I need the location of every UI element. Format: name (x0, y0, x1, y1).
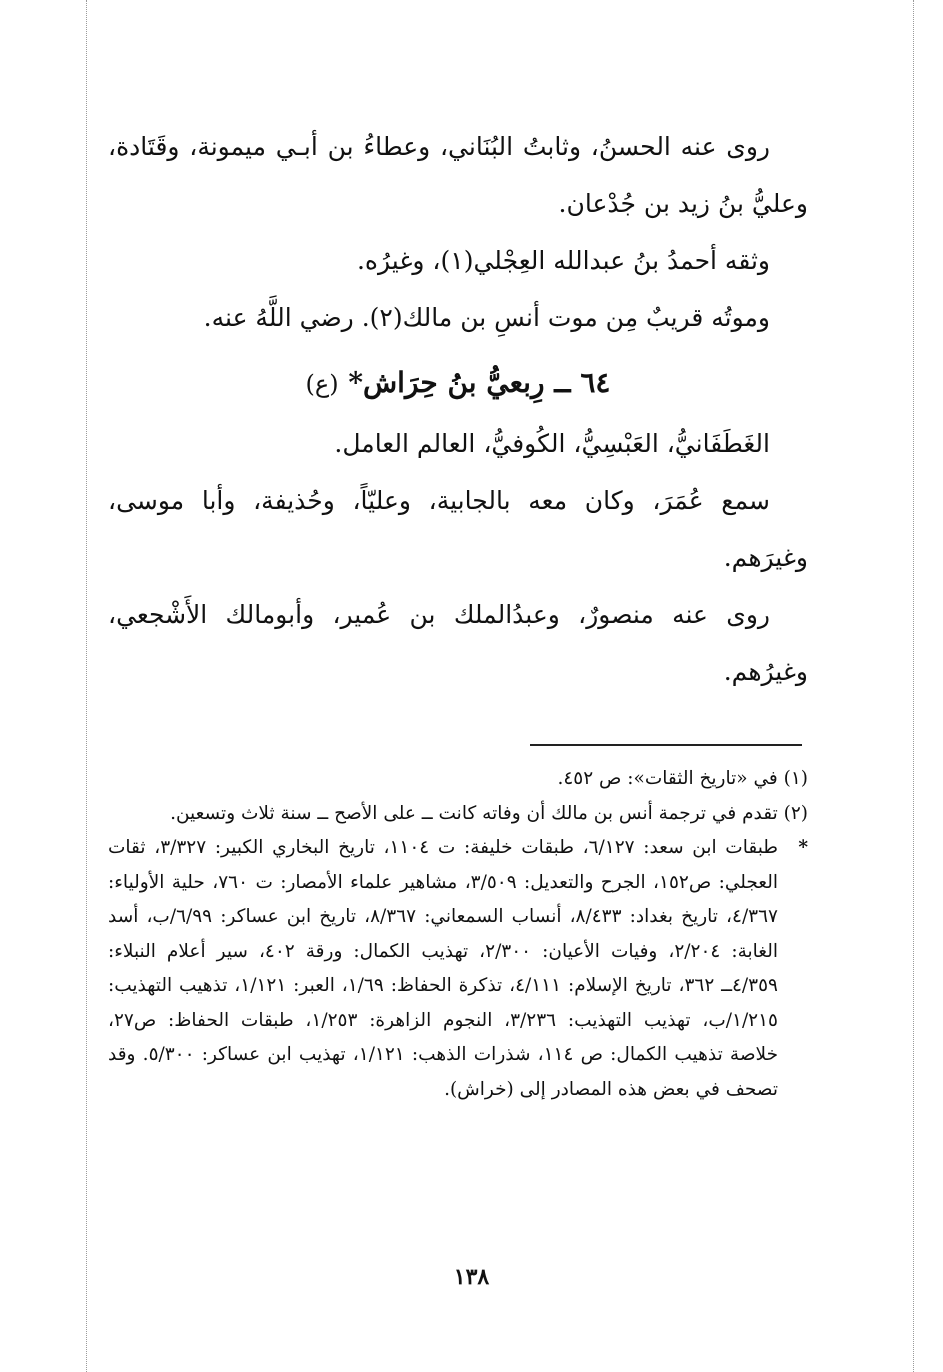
left-margin-dotted-line (86, 0, 87, 1372)
paragraph-heard-from: سمع عُمَرَ، وكان معه بالجابية، وعليّاً، وحُذيفة، وأبا موسى، وغيرَهم. (108, 486, 808, 572)
paragraph-lineage: الغَطَفَانيُّ، العَبْسِيُّ، الكُوفيُّ، العالم العامل. (334, 429, 770, 458)
footnotes (108, 762, 808, 1107)
entry-siglum: (ع) (305, 370, 339, 398)
footnote-sources-text: طبقات ابن سعد: ٦/١٢٧، طبقات خليفة: ت ١١٠٤، تاريخ البخاري الكبير: ٣/٣٢٧، ثقات العجلي: ص١٥٢، الجرح والتعديل: ٣/٥٠٩، مشاهير علماء الأمصار: ت ٧٦٠، حلية الأولياء: ٤/٣٦٧، تاريخ بغداد: ٨/٤٣٣، أنساب السمعاني: ٨/٣٦٧، تاريخ ابن عساكر: ٦/٩٩/ب، أسد الغابة: ٢/٢٠٤، وفيات الأعيان: ٢/٣٠٠، تهذيب الكمال: ورقة ٤٠٢، سير أعلام النبلاء: ٤/٣٥٩ــ ٣٦٢، تاريخ الإسلام: ٤/١١١، تذكرة الحفاظ: ١/٦٩، العبر: ١/١٢١، تذهيب التهذيب: ١/٢١٥/ب، تهذيب التهذيب: ٣/٢٣٦، النجوم الزاهرة: ١/٢٥٣، طبقات الحفاظ: ص٢٧، خلاصة تذهيب الكمال: ص ١١٤، شذرات الذهب: ١/١٢١، تهذيب ابن عساكر: ٥/٣٠٠. وقد تصحف في بعض هذه المصادر إلى (خراش). (108, 837, 779, 1100)
page-number: ١٣٨ (453, 1264, 490, 1290)
body-text (108, 118, 808, 700)
entry-heading (108, 352, 808, 415)
paragraph-trustworthiness: وثقه أحمدُ بنُ عبدالله العِجْلي(١)، وغيرُه. (356, 246, 770, 275)
paragraph-narrated-by: روى عنه منصورٌ، وعبدُالملك بن عُمير، وأبومالك الأَشْجعي، وغيرُهم. (108, 600, 808, 686)
footnote-separator (530, 744, 802, 746)
footnote-sources (108, 831, 808, 1107)
entry-number: ٦٤ ــ (554, 366, 611, 399)
paragraph-death: وموتُه قريبٌ مِن موت أنسِ بن مالك(٢). رضي اللَّهُ عنه. (203, 303, 770, 332)
footnote-1: (١) في «تاريخ الثقات»: ص ٤٥٢. (557, 768, 808, 789)
footnote-star-marker: * (798, 837, 808, 858)
footnote-2: (٢) تقدم في ترجمة أنس بن مالك أن وفاته كانت ــ على الأصح ــ سنة ثلاث وتسعين. (170, 802, 808, 824)
paragraph-narrators: روى عنه الحسنُ، وثابتُ البُنَاني، وعطاءُ بن أبـي ميمونة، وقَتَادة، وعليُّ بنُ زيد بن جُدْعان. (108, 132, 808, 218)
right-margin-dotted-line (913, 0, 914, 1372)
entry-name: رِبعيُّ بنُ حِرَاش* (348, 366, 545, 399)
main-text-block (108, 118, 808, 700)
